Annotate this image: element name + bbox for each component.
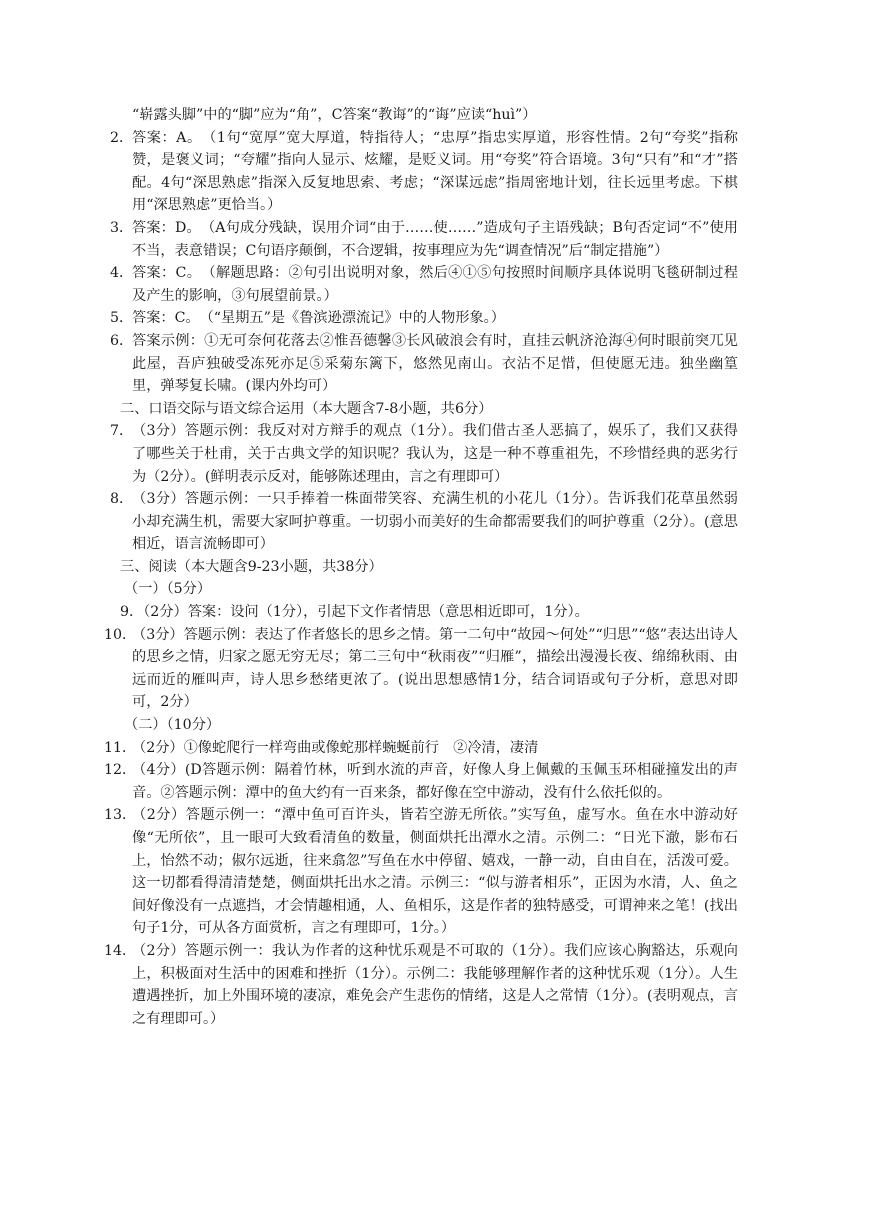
answer-item-13: [104, 804, 738, 940]
item-number: 13．: [104, 807, 137, 824]
answer-text: 答案：A。 （1句“宽厚”宽大厚道，特指待人；“忠厚”指忠实厚道，形容性情。2句“夸奖”指称赞，是褒义词；“夸耀”指向人显示、炫耀，是贬义词。用“夸奖”符合语境。3句“只有”和“才”搭配。4句“深思熟虑”指深入反复地思索、考虑；“深谋远虑”指周密地计划，往长远里考虑。下棋用“深思熟虑”更恰当。）: [132, 129, 738, 214]
answer-item-7: [110, 420, 738, 488]
item-number: 6．: [110, 332, 134, 349]
answer-text: （2分）①像蛇爬行一样弯曲或像蛇那样蜿蜒前行 ②冷清，凄清: [132, 739, 539, 756]
section-heading-3: [120, 556, 738, 579]
section-heading-2: [120, 398, 738, 421]
answer-text: （2分）答题示例一：“潭中鱼可百许头，皆若空游无所依。”实写鱼，虚写水。鱼在水中游动好像“无所依”，且一眼可大致看清鱼的数量，侧面烘托出潭水之清。示例二：“日光下澈，影布石上，怡然不动；俶尔远逝，往来翕忽”写鱼在水中停留、嬉戏，一静一动，自由自在，活泼可爱。这一切都看得清清楚楚，侧面烘托出水之清。示例三：“似与游者相乐”，正因为水清，人、鱼之间好像没有一点遮挡，才会情趣相通，人、鱼相乐，这是作者的独特感受，可谓神来之笔！(找出句子1分，可从各方面赏析，言之有理即可，1分。）: [132, 807, 738, 937]
answer-text: （3分）答题示例：一只手捧着一株面带笑容、充满生机的小花儿（1分）。告诉我们花草虽然弱小却充满生机，需要大家呵护尊重。一切弱小而美好的生命都需要我们的呵护尊重（2分）。(意思相近，语言流畅即可）: [132, 491, 738, 553]
item-number: 11．: [104, 739, 137, 756]
item-number: 7．: [110, 423, 134, 440]
answer-content: [104, 104, 738, 1030]
answer-item-2: [110, 127, 738, 217]
answer-text: “崭露头脚”中的“脚”应为“角”，C答案“教诲”的“诲”应读“huì”）: [132, 107, 537, 123]
answer-item-3: [110, 217, 738, 262]
answer-text: 答案：C。 （“星期五”是《鲁滨逊漂流记》中的人物形象。）: [132, 310, 505, 327]
answer-item-9: [120, 601, 738, 624]
answer-text: （2分）答题示例一：我认为作者的这种忧乐观是不可取的（1分）。我们应该心胸豁达，乐观向上，积极面对生活中的困难和挫折（1分）。示例二：我能够理解作者的这种忧乐观（1分）。人生遭遇挫折，加上外围环境的凄凉，难免会产生悲伤的情绪，这是人之常情（1分）。(表明观点，言之有理即可。）: [132, 942, 738, 1027]
item-number: 5．: [110, 310, 134, 327]
item-number: 10．: [104, 626, 137, 643]
answer-item-12: [104, 759, 738, 804]
answer-item-10: [104, 624, 738, 714]
section-title: 三、阅读（本大题含9-23小题，共38分）: [120, 558, 383, 575]
item-number: 3．: [110, 219, 134, 236]
answer-text: （3分）答题示例：我反对对方辩手的观点（1分）。我们借古圣人恶搞了，娱乐了，我们又获得了哪些关于杜甫，关于古典文学的知识呢？我认为，这是一种不尊重祖先，不珍惜经典的恶劣行为（2分）。(鲜明表示反对，能够陈述理由，言之有理即可）: [132, 423, 738, 485]
subsection-title: （二）（10分）: [124, 717, 221, 734]
answer-item-5: [110, 307, 738, 330]
answer-item-14: [104, 940, 738, 1030]
answer-text: （4分）(D答题示例：隔着竹林，听到水流的声音，好像人身上佩戴的玉佩玉环相碰撞发出的声音。②答题示例：潭中的鱼大约有一百来条，都好像在空中游动，没有什么依托似的。: [132, 762, 738, 801]
item-number: 4．: [110, 265, 134, 282]
item-number: 2．: [110, 129, 134, 146]
item-number: 14．: [104, 942, 137, 959]
answer-item-6: [110, 330, 738, 398]
section-title: 二、口语交际与语文综合运用（本大题含7-8小题，共6分）: [120, 400, 493, 417]
answer-text: 答案：C。 （解题思路：②句引出说明对象，然后④①⑤句按照时间顺序具体说明飞毯研制过程及产生的影响，③句展望前景。）: [132, 265, 738, 304]
item-number: 12．: [104, 762, 137, 779]
answer-text: 答案：D。 （A句成分残缺，误用介词“由于……使……”造成句子主语残缺；B句否定词“不”使用不当，表意错误；C句语序颠倒，不合逻辑，按事理应为先“调查情况”后“制定措施”）: [132, 219, 738, 259]
answer-text: （3分）答题示例：表达了作者悠长的思乡之情。第一二句中“故园～何处”“归思”“悠”表达出诗人的思乡之情，归家之愿无穷无尽；第二三句中“秋雨夜”“归雁”，描绘出漫漫长夜、绵绵秋雨、由远而近的雁叫声，诗人思乡愁绪更浓了。(说出思想感情1分，结合词语或句子分析，意思对即可，2分）: [132, 626, 738, 711]
answer-item-8: [110, 488, 738, 556]
subsection-heading-1: [124, 578, 738, 601]
answer-text: 答案示例：①无可奈何花落去②惟吾德馨③长风破浪会有时，直挂云帆济沧海④何时眼前突兀见此屋，吾庐独破受冻死亦足⑤采菊东篱下，悠然见南山。衣沾不足惜，但使愿无违。独坐幽篁里，弹琴复长啸。(课内外均可）: [132, 332, 738, 395]
answer-item-1-continuation: [132, 104, 738, 127]
answer-item-11: [104, 737, 738, 760]
subsection-title: （一）（5分）: [124, 581, 212, 598]
subsection-heading-2: [124, 714, 738, 737]
answer-text: 9．（2分）答案：设问（1分），引起下文作者情思（意思相近即可，1分）。: [120, 604, 589, 621]
item-number: 8．: [110, 491, 134, 508]
answer-item-4: [110, 262, 738, 307]
